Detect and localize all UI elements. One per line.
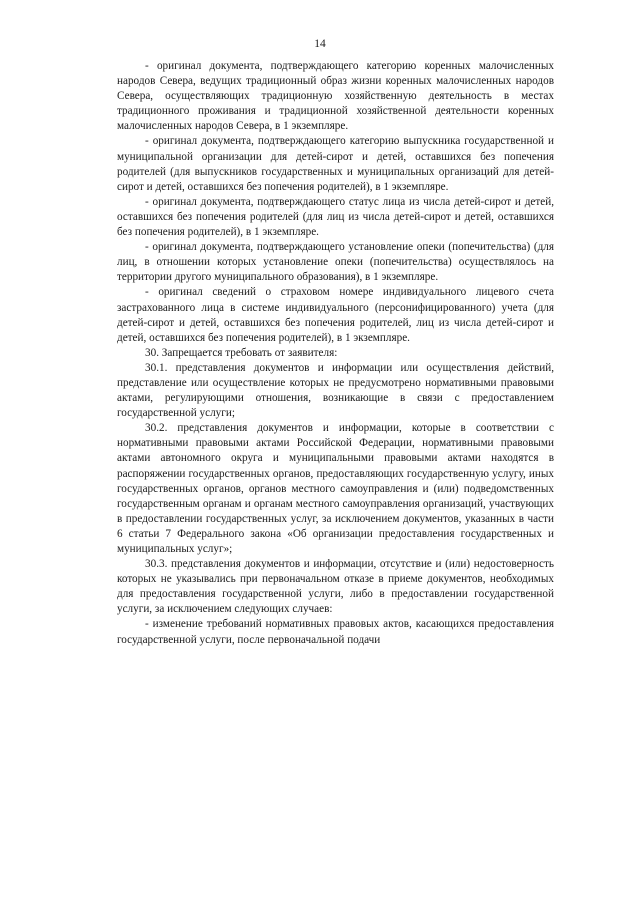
paragraph-original-snils: - оригинал сведений о страховом номере индивидуального лицевого счета застрахованного лица в системе индивидуального (персонифицированного) учета (для детей-сирот и детей, оставшихся без попечения родителей, лиц из числа детей-сирот и детей, оставшихся без попечения родителей), в 1 экземпляре.	[117, 286, 554, 344]
paragraph-original-orphan-graduate: - оригинал документа, подтверждающего категорию выпускника государственной и муниципальной организации для детей-сирот и детей, оставшихся без попечения родителей (для выпускников государственных и муниципальных организаций для детей-сирот и детей, оставшихся без попечения родителей), в 1 экземпляре.	[117, 135, 554, 193]
clause-30-3: 30.3. представления документов и информации, отсутствие и (или) недостоверность которых не указывались при первоначальном отказе в приеме документов, необходимых для предоставления государственной услуги, либо в предоставлении государственной услуги, за исключением следующих случаев:	[117, 558, 554, 616]
paragraph-original-orphan-status: - оригинал документа, подтверждающего статус лица из числа детей-сирот и детей, оставшихся без попечения родителей (для лиц из числа детей-сирот и детей, оставшихся без попечения родителей), в 1 экземпляре.	[117, 195, 554, 239]
paragraph-requirements-change: - изменение требований нормативных правовых актов, касающихся предоставления государственной услуги, после первоначальной подачи	[117, 618, 554, 646]
paragraph-original-guardianship: - оригинал документа, подтверждающего установление опеки (попечительства) (для лиц, в отношении которых установление опеки (попечительства) осуществлялось на территории другого муниципального образования), в 1 экземпляре.	[117, 241, 554, 284]
document-body	[117, 59, 554, 648]
page-number: 14	[314, 38, 326, 50]
clause-30-1: 30.1. представления документов и информации или осуществления действий, представление или осуществление которых не предусмотрено нормативными правовыми актами, регулирующими отношения, возникающие в связи с предоставлением государственной услуги;	[117, 361, 554, 420]
paragraph-original-northern-peoples: - оригинал документа, подтверждающего категорию коренных малочисленных народов Севера, ведущих традиционный образ жизни коренных малочисленных народов Севера, осуществляющих традиционную хозяйственную деятельность в местах традиционного проживания и традиционной хозяйственной деятельности коренных малочисленных народов Севера, в 1 экземпляре.	[117, 60, 554, 133]
clause-30-2: 30.2. представления документов и информации, которые в соответствии с нормативными правовыми актами Российской Федерации, нормативными правовыми актами автономного округа и муниципальными правовыми актами находятся в распоряжении государственных органов, предоставляющих государственную услугу, иных государственных органов, органов местного самоуправления и (или) подведомственных государственным органам и органам местного самоуправления организаций, участвующих в предоставлении государственных услуг, за исключением документов, указанных в части 6 статьи 7 Федерального закона «Об организации предоставления государственных и муниципальных услуг»;	[117, 422, 554, 555]
section-30-heading: 30. Запрещается требовать от заявителя:	[145, 346, 338, 359]
